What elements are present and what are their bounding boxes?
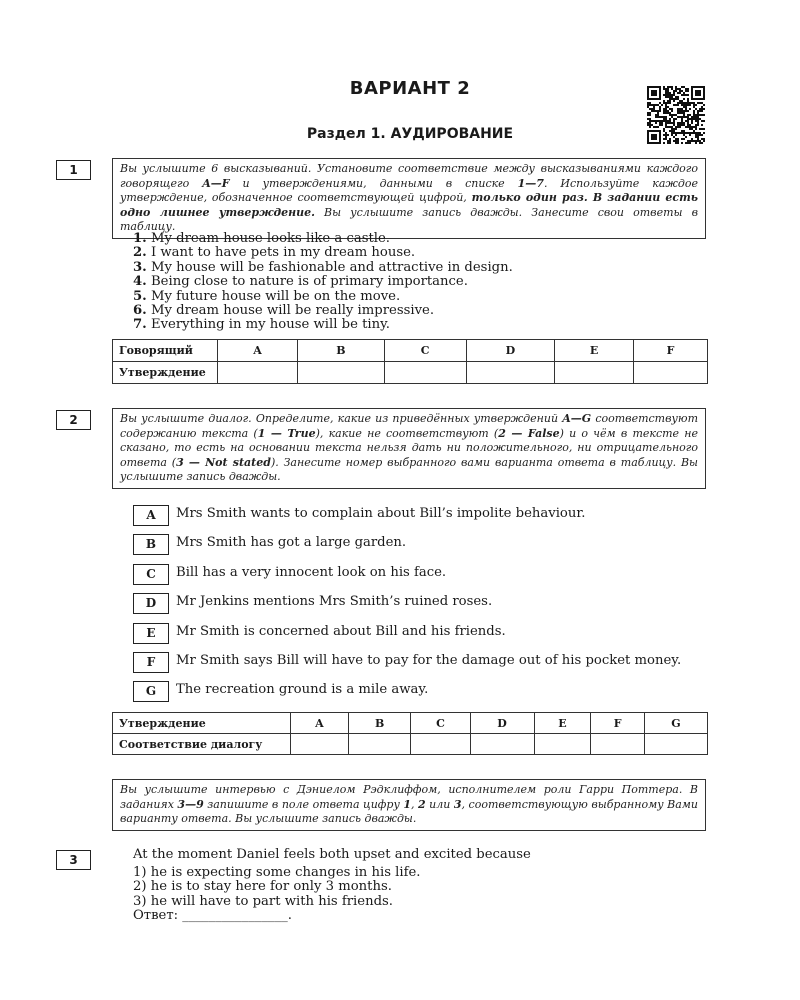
option-text: Mr Smith is concerned about Bill and his friends.: [176, 623, 506, 639]
answer-cell[interactable]: [644, 734, 707, 755]
instruction-text: ,: [411, 797, 419, 811]
instruction-text: 2: [418, 797, 426, 811]
answer-cell[interactable]: [633, 362, 707, 384]
instruction-text: 1 — True: [257, 426, 316, 440]
statement-text: Being close to nature is of primary importance.: [150, 274, 468, 290]
answer-text: he is expecting some changes in his life.: [150, 864, 421, 880]
table-header-cell: E: [555, 340, 634, 362]
instruction-text: 2 — False: [498, 426, 560, 440]
answer-table-task1: [112, 339, 708, 384]
table-row-label: Соответствие диалогу: [113, 734, 291, 755]
option-letter-box: B: [133, 534, 169, 555]
table-header-cell: C: [411, 713, 470, 734]
statement-list: [133, 232, 513, 333]
statement-number: 4.: [133, 274, 147, 290]
list-item: [133, 304, 513, 318]
instruction-text: ). Занесите номер выбранного вами варианта ответа в таблицу. Вы услышите запись дважды.: [120, 455, 698, 483]
answer-cell[interactable]: [291, 734, 349, 755]
option-letter-box: F: [133, 652, 169, 673]
list-item: [133, 232, 513, 246]
list-item: [133, 275, 513, 289]
option-text: Mr Smith says Bill will have to pay for the damage out of his pocket money.: [176, 653, 682, 668]
table-header-cell: B: [298, 340, 385, 362]
answer-number: 2): [133, 879, 147, 894]
question-stem: At the moment Daniel feels both upset and excited because: [133, 847, 531, 862]
answer-number: 1): [133, 864, 147, 880]
answer-cell[interactable]: [470, 734, 534, 755]
option-text: Mrs Smith has got a large garden.: [176, 535, 407, 551]
answer-cell[interactable]: [534, 734, 591, 755]
statement-number: 6.: [133, 303, 147, 319]
option-letter-box: E: [133, 623, 169, 644]
list-item: [133, 246, 513, 260]
answer-cell[interactable]: [218, 362, 298, 384]
instruction-text: 1: [403, 797, 411, 811]
instruction-text: Вы услышите диалог. Определите, какие из приведённых утверждений: [120, 412, 563, 425]
statement-number: 3.: [133, 259, 147, 275]
table-row-label: Утверждение: [113, 713, 291, 734]
option-text: Bill has a very innocent look on his face.: [176, 564, 447, 580]
option-text: The recreation ground is a mile away.: [176, 682, 429, 698]
statement-text: My house will be fashionable and attractive in design.: [150, 259, 513, 275]
option-letter-box: C: [133, 564, 169, 585]
answer-option: [133, 880, 531, 895]
table-header-cell: G: [644, 713, 707, 734]
answer-cell[interactable]: [298, 362, 385, 384]
instruction-text: . Используйте каждое утверждение, обозначенное соответствующей цифрой,: [120, 176, 698, 204]
instruction-text: только один раз. В задании есть одно лишнее утверждение.: [120, 191, 698, 219]
instruction-text: ) и о чём в тексте не сказано, то есть на основании текста нельзя дать ни положительного, ни отрицательного ответа (: [120, 426, 699, 469]
statement-number: 1.: [133, 231, 147, 246]
statement-number: 2.: [133, 245, 147, 261]
instruction-text: A—G: [562, 412, 592, 425]
table-row-label: Говорящий: [113, 340, 218, 362]
instruction-text: A—F: [202, 176, 230, 190]
answer-cell[interactable]: [384, 362, 466, 384]
instruction-text: соответствуют содержанию текста (: [120, 412, 699, 440]
instruction-text: Вы услышите интервью с Дэниелом Рэдклиффом, исполнителем роли Гарри Поттера. В заданиях: [120, 783, 698, 811]
answer-text: he is to stay here for only 3 months.: [150, 879, 392, 894]
answer-option: [133, 866, 531, 881]
instruction-text: 3 — Not stated: [176, 455, 271, 469]
instruction-text: ), какие не соответствуют (: [315, 426, 499, 440]
answer-cell[interactable]: [348, 734, 411, 755]
option-text: Mr Jenkins mentions Mrs Smith’s ruined roses.: [176, 594, 493, 610]
list-item: [133, 290, 513, 304]
list-item: [133, 261, 513, 275]
answer-option: [133, 895, 531, 910]
table-header-cell: A: [291, 713, 349, 734]
table-header-cell: E: [534, 713, 591, 734]
statement-number: 5.: [133, 288, 147, 304]
table-header-cell: C: [384, 340, 466, 362]
table-header-cell: D: [470, 713, 534, 734]
task-number-box: 2: [56, 410, 91, 430]
statement-number: 7.: [133, 317, 147, 333]
statement-text: My dream house will be really impressive.: [150, 303, 435, 319]
table-header-cell: F: [591, 713, 644, 734]
interview-instruction: [112, 779, 706, 831]
answer-table-task2: [112, 712, 708, 755]
option-text: Mrs Smith wants to complain about Bill’s impolite behaviour.: [176, 506, 586, 521]
option-letter-box: A: [133, 505, 169, 526]
statement-text: Everything in my house will be tiny.: [150, 317, 390, 333]
statement-text: My dream house looks like a castle.: [150, 231, 390, 246]
list-item: [133, 318, 513, 332]
instruction-text: , соответствующую выбранному Вами варианту ответа. Вы услышите запись дважды.: [120, 797, 699, 825]
statement-text: I want to have pets in my dream house.: [150, 245, 416, 261]
instruction-text: 3: [453, 797, 462, 811]
instruction-text: Вы услышите запись дважды. Занесите свои ответы в таблицу.: [120, 205, 698, 233]
instruction-text: 1—7: [517, 176, 544, 190]
instruction-text: и утверждениями, данными в списке: [229, 176, 518, 190]
answer-line: Ответ: ________________.: [133, 908, 292, 923]
answer-cell[interactable]: [591, 734, 644, 755]
table-header-cell: B: [348, 713, 411, 734]
table-header-cell: F: [633, 340, 707, 362]
answer-number: 3): [133, 893, 147, 909]
task-number-box: 1: [56, 160, 91, 180]
instruction-text: Вы услышите 6 высказываний. Установите соответствие между высказываниями каждого говорящего: [120, 162, 698, 190]
answer-cell[interactable]: [466, 362, 555, 384]
option-letter-box: D: [133, 593, 169, 614]
table-row-label: Утверждение: [113, 362, 218, 384]
task3-question: [133, 848, 531, 924]
answer-text: he will have to part with his friends.: [150, 893, 393, 909]
instruction-text: запишите в поле ответа цифру: [203, 797, 404, 811]
task2-instruction: [112, 408, 706, 489]
answer-cell[interactable]: [555, 362, 634, 384]
statement-text: My future house will be on the move.: [150, 288, 401, 304]
task1-instruction: [112, 158, 706, 239]
option-letter-box: G: [133, 681, 169, 702]
page-title: ВАРИАНТ 2: [349, 78, 471, 99]
instruction-text: или: [425, 797, 454, 811]
section-title: Раздел 1. АУДИРОВАНИЕ: [306, 126, 514, 142]
answer-cell[interactable]: [411, 734, 470, 755]
instruction-text: 3—9: [177, 797, 204, 811]
task-number-box: 3: [56, 850, 91, 870]
table-header-cell: D: [466, 340, 555, 362]
table-header-cell: A: [218, 340, 298, 362]
